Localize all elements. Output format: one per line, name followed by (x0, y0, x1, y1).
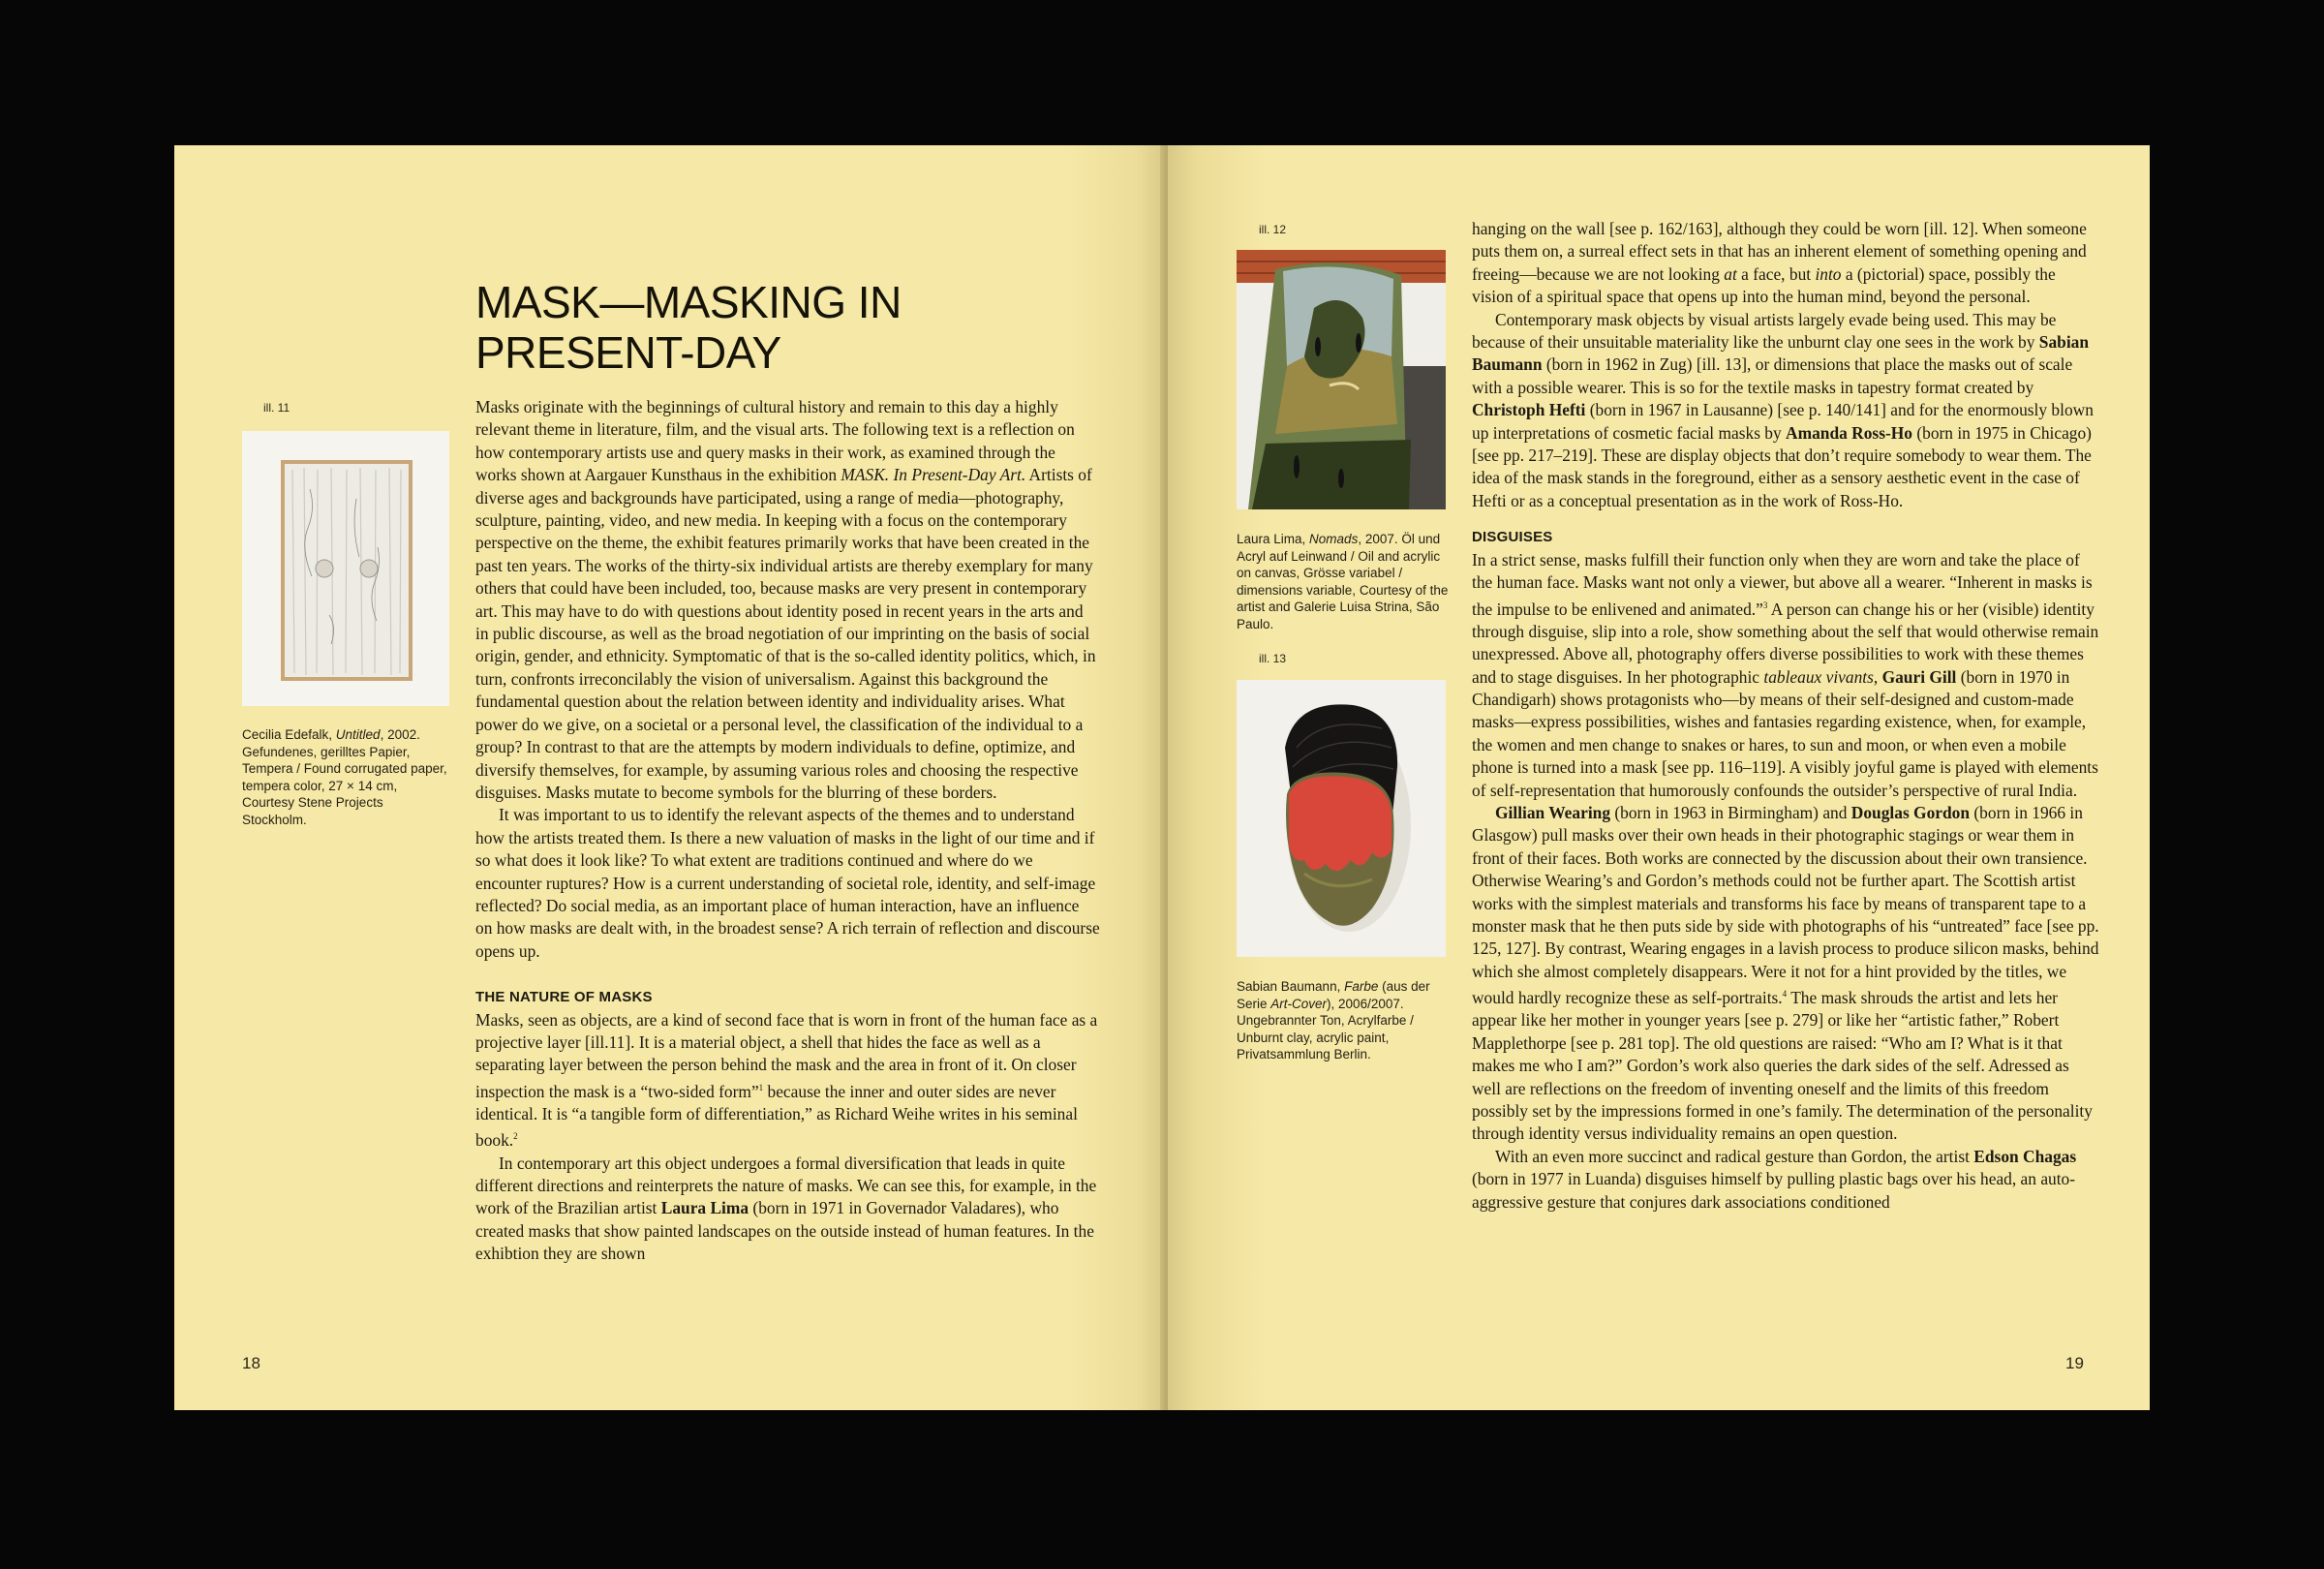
ill-13-label: ill. 13 (1259, 652, 1287, 665)
paragraph-2: It was important to us to identify the relevant aspects of the themes and to understand how the artists treated them. Is there a new valuation of masks in the light of our time and if so what does it look like? To what extent are traditions continued and where do we encounter ruptures? How is a current understanding of societal role, identity, and self-image reflected? Do social media, as an important place of human interaction, have an influence on how masks are dealt with, in the broadest sense? A rich terrain of reflection and discourse opens up. (475, 805, 1100, 961)
ill-12-image (1237, 250, 1446, 509)
page-number-left: 18 (242, 1354, 260, 1372)
paragraph-continued: hanging on the wall [see p. 162/163], although they could be worn [ill. 12]. When someone puts them on, a surreal effect sets in that has an inherent element of something opening and freeing—because we are not looking at a face, but into a (pictorial) space, possibly the vision of a spiritual space that opens up into the human mind, beyond the personal. (1472, 219, 2087, 307)
left-body-text (475, 396, 1100, 1266)
heading-nature-of-masks: THE NATURE OF MASKS (475, 989, 653, 1006)
corrugated-paper-artwork (242, 431, 449, 706)
ill-12-label: ill. 12 (1259, 223, 1287, 236)
heading-disguises: DISGUISES (1472, 529, 1553, 546)
right-page (1168, 145, 2150, 1410)
right-body-text (1472, 218, 2099, 1214)
paragraph-3: Masks, seen as objects, are a kind of second face that is worn in front of the human face as a projective layer [ill.11]. It is a material object, a shell that hides the face as well as a separating layer between the person behind the mask and the area in front of it. On closer inspection the mask is a “two-sided form”$^1$ because the inner and outer sides are never identical. It is “a tangible form of differentiation,” as Richard Weihe writes in his seminal book.$^2$ (475, 1009, 1098, 1151)
paragraph-chagas: With an even more succinct and radical gesture than Gordon, the artist Edson Chagas (born in 1977 in Luanda) disguises himself by pulling plastic bags over his head, an auto-aggressive gesture that conjures dark associations conditioned (1472, 1146, 2077, 1212)
paragraph-4: In contemporary art this object undergoes a formal diversification that leads in quite different directions and reinterprets the nature of masks. We can see this, for example, in the work of the Brazilian artist Laura Lima (born in 1971 in Governador Valadares), who created masks that show painted landscapes on the outside instead of human features. In the exhibtion they are shown (475, 1153, 1097, 1264)
ill-11-label: ill. 11 (263, 401, 290, 415)
article-title: MASK—MASKING IN PRESENT-DAY (475, 277, 902, 378)
paragraph-disguises: In a strict sense, masks fulfill their function only when they are worn and take the place of the human face. Masks want not only a viewer, but above all a wearer. “Inherent in masks is the impulse to be enlivened and animated.”$^3$ A person can change his or her (visible) identity through disguise, slip into a role, show something about the self that would otherwise remain unexpressed. Above all, photography offers diverse possibilities to work with these themes and to stage disguises. In her photographic tableaux vivants, Gauri Gill (born in 1970 in Chandigarh) shows protagonists who—by means of their self-designed and custom-made masks—express possibilities, wishes and fantasies regarding existence, when, for example, the women and men change to snakes or hares, to sun and moon, or when even a mobile phone is turned into a mask [see pp. 116–119]. A visibly joyful game is played with elements of self-representation that humorously confounds the outsider’s perspective of rural India. (1472, 549, 2099, 800)
ill-12-caption: Laura Lima, Nomads, 2007. Öl und Acryl auf Leinwand / Oil and acrylic on canvas, Grösse variabel / dimensions variable, Courtesy of the artist and Galerie Luisa Strina, São Paulo. (1237, 532, 1449, 631)
page-number-right: 19 (2065, 1354, 2084, 1372)
left-page (174, 145, 1166, 1410)
ill-11-caption: Cecilia Edefalk, Untitled, 2002. Gefundenes, gerilltes Papier, Tempera / Found corrugated paper, tempera color, 27 × 14 cm, Courtesy Stene Projects Stockholm. (242, 727, 447, 827)
paragraph-1: Masks originate with the beginnings of cultural history and remain to this day a highly relevant theme in literature, film, and the visual arts. The following text is a reflection on how contemporary artists use and query masks in their work, as examined through the works shown at Aargauer Kunsthaus in the exhibition MASK. In Present-Day Art. Artists of diverse ages and backgrounds have participated, using a range of media—photography, sculpture, painting, video, and new media. In keeping with a focus on the contemporary perspective on the theme, the exhibit features primarily works that have been created in the past ten years. The works of the thirty-six individual artists are thereby exemplary for many others that could have been included, too, because masks are very present in contemporary art. This may have to do with questions about identity posed in recent years in the arts and in public discourse, as well as the broad negotiation of our imprinting on the basis of social origin, gender, and ethnicity. Symptomatic of that is the so-called identity politics, which, in turn, confronts irreconcilably the vision of universalism. Against this background the fundamental question about the relation between identity and individuality arises. What power do we give, on a societal or a personal level, the classification of the individual to a group? In contrast to that are the attempts by modern individuals to define, optimize, and diversify themselves, for example, by assuming various roles and choosing the respective disguises. Masks mutate to become symbols for the blurring of these borders. (475, 397, 1096, 802)
ill-13-caption: Sabian Baumann, Farbe (aus der Serie Art-Cover), 2006/2007. Ungebrannter Ton, Acrylfarbe / Unburnt clay, acrylic paint, Privatsammlung Berlin. (1237, 979, 1430, 1061)
clay-mask-sculpture (1237, 680, 1446, 957)
ill-13-image (1237, 680, 1446, 957)
paragraph-wearing-gordon: Gillian Wearing (born in 1963 in Birmingham) and Douglas Gordon (born in 1966 in Glasgow) pull masks over their own heads in their photographic stagings or wear them in front of their faces. Both works are connected by the discussion about their own transience. Otherwise Wearing’s and Gordon’s methods could not be further apart. The Scottish artist works with the simplest materials and transforms his face by means of transparent tape to a monster mask that he then puts side by side with photographs of his “untreated” face [see pp. 125, 127]. By contrast, Wearing engages in a lavish process to produce silicon masks, behind which she almost completely disappears. Were it not for a hint provided by the titles, we would hardly recognize these as self-portraits.$^4$ The mask shrouds the artist and lets her appear like her mother in younger years [see p. 279] or like her “artistic father,” Robert Mapplethorpe [see p. 281 top]. The old questions are raised: “Who am I? What is it that makes me who I am?” Gordon’s work also queries the dark sides of the self. Adressed as well are reflections on the freedom of inventing oneself and the limits of this freedom possibly set by the impressions formed in one’s family. The determination of the personality through identity versus individuality remains an open question. (1472, 802, 2099, 1144)
paragraph-display-objects: Contemporary mask objects by visual artists largely evade being used. This may be because of their unsuitable materiality like the unburnt clay one sees in the work by Sabian Baumann (born in 1962 in Zug) [ill. 13], or dimensions that place the masks out of scale with a possible wearer. This is so for the textile masks in tapestry format created by Christoph Hefti (born in 1967 in Lausanne) [see p. 140/141] and for the enormously blown up interpretations of cosmetic facial masks by Amanda Ross-Ho (born in 1975 in Chicago) [see pp. 217–219]. These are display objects that don’t require somebody to wear them. The idea of the mask stands in the foreground, either as a sensory aesthetic event in the case of Hefti or as a conceptual presentation as in the work of Ross-Ho. (1472, 309, 2094, 510)
ill-11-image (242, 431, 449, 706)
painted-landscape-mask (1237, 250, 1446, 509)
